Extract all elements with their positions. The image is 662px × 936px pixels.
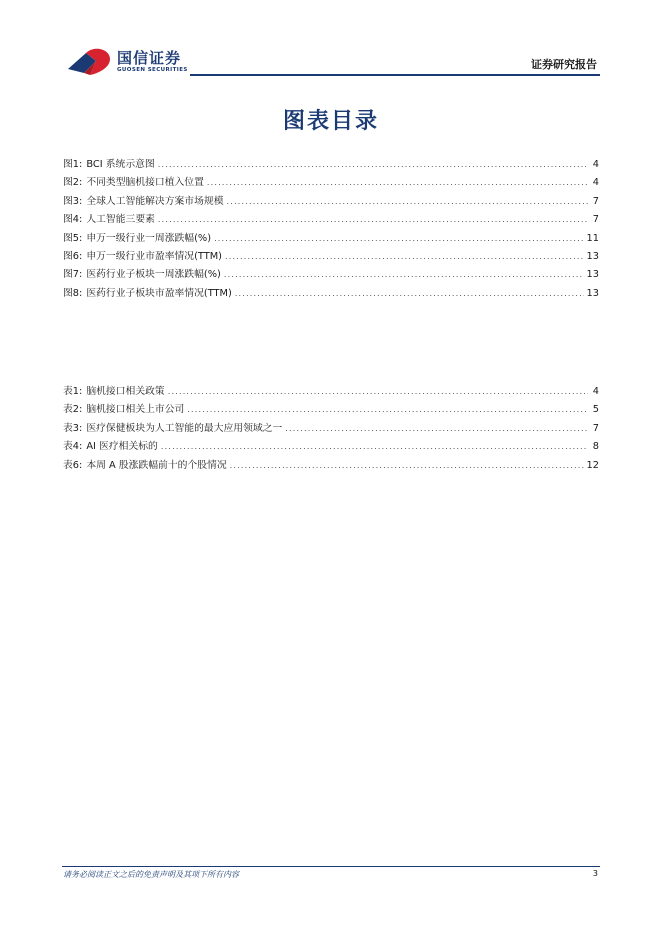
guosen-logo-icon: [66, 47, 112, 77]
toc-entry-figure[interactable]: [63, 248, 599, 266]
report-type-label: 证券研究报告: [531, 58, 597, 71]
toc-leader: [235, 289, 584, 298]
toc-page-number: 12: [586, 459, 599, 471]
toc-leader: [230, 461, 584, 470]
toc-leader: [187, 405, 588, 414]
toc-label: 表1:: [63, 386, 83, 397]
toc-entry-table[interactable]: [63, 383, 599, 401]
toc-label: 表3:: [63, 422, 83, 434]
toc-title: 本周 A 股涨跌幅前十的个股情况: [86, 459, 227, 471]
footer-divider: [62, 866, 600, 867]
toc-label: 图7:: [63, 269, 83, 281]
toc-page-number: 4: [592, 386, 599, 397]
toc-title: 人工智能三要素: [86, 214, 155, 226]
brand-name-en: GUOSEN SECURITIES: [117, 67, 188, 73]
toc-leader: [214, 234, 583, 243]
toc-page-number: 7: [592, 195, 599, 207]
brand-name-cn: 国信证券: [117, 49, 182, 67]
toc-title: 不同类型脑机接口植入位置: [86, 177, 204, 189]
toc-leader: [168, 387, 588, 396]
toc-entry-figure[interactable]: [63, 156, 599, 174]
toc-leader: [285, 424, 588, 433]
toc-title: BCI 系统示意图: [86, 159, 155, 170]
header-divider: [190, 74, 600, 76]
footer-page-number: 3: [592, 869, 598, 878]
toc-title: 脑机接口相关政策: [86, 386, 165, 397]
table-list: [63, 383, 599, 475]
toc-label: 图2:: [63, 177, 83, 189]
toc-leader: [227, 197, 589, 206]
toc-label: 图3:: [63, 195, 83, 207]
toc-page-number: 7: [592, 422, 599, 434]
toc-title: 医疗保健板块为人工智能的最大应用领域之一: [86, 422, 283, 434]
toc-page-number: 13: [586, 250, 599, 262]
toc-page-number: 7: [592, 214, 599, 226]
toc-leader: [158, 215, 588, 224]
toc-page-number: 5: [592, 404, 599, 416]
toc-label: 图4:: [63, 214, 83, 226]
toc-title: 申万一级行业一周涨跌幅(%): [86, 232, 212, 244]
toc-title: 医药行业子板块市盈率情况(TTM): [86, 287, 232, 299]
toc-page-number: 11: [586, 232, 599, 244]
page-header: [0, 0, 662, 80]
toc-label: 图6:: [63, 250, 83, 262]
toc-leader: [161, 442, 588, 451]
toc-entry-figure[interactable]: [63, 174, 599, 192]
toc-entry-table[interactable]: [63, 401, 599, 419]
toc-label: 图8:: [63, 287, 83, 299]
toc-entry-figure[interactable]: [63, 266, 599, 284]
toc-page-number: 8: [592, 441, 599, 453]
toc-entry-table[interactable]: [63, 438, 599, 456]
toc-label: 表2:: [63, 404, 83, 416]
page-title: 图表目录: [282, 109, 379, 134]
toc-page-number: 4: [592, 159, 599, 170]
toc-label: 表4:: [63, 441, 83, 453]
toc-title: 脑机接口相关上市公司: [86, 404, 185, 416]
toc-entry-figure[interactable]: [63, 230, 599, 248]
footer-disclaimer: 请务必阅读正文之后的免责声明及其项下所有内容: [63, 870, 239, 879]
toc-leader: [158, 160, 588, 169]
toc-label: 图1:: [63, 159, 83, 170]
toc-title: 医药行业子板块一周涨跌幅(%): [86, 269, 221, 281]
toc-leader: [225, 252, 584, 261]
toc-entry-table[interactable]: [63, 457, 599, 475]
toc-title: 全球人工智能解决方案市场规模: [86, 195, 224, 207]
figure-list: [63, 156, 599, 303]
toc-entry-figure[interactable]: [63, 211, 599, 229]
toc-title: 申万一级行业市盈率情况(TTM): [86, 250, 223, 262]
toc-leader: [207, 178, 588, 187]
toc-label: 图5:: [63, 232, 83, 244]
toc-page-number: 4: [592, 177, 599, 189]
toc-leader: [224, 270, 584, 279]
toc-title: AI 医疗相关标的: [86, 441, 158, 453]
toc-entry-figure[interactable]: [63, 285, 599, 303]
toc-label: 表6:: [63, 459, 83, 471]
toc-page-number: 13: [586, 269, 599, 281]
toc-entry-table[interactable]: [63, 420, 599, 438]
toc-page-number: 13: [586, 287, 599, 299]
toc-entry-figure[interactable]: [63, 193, 599, 211]
